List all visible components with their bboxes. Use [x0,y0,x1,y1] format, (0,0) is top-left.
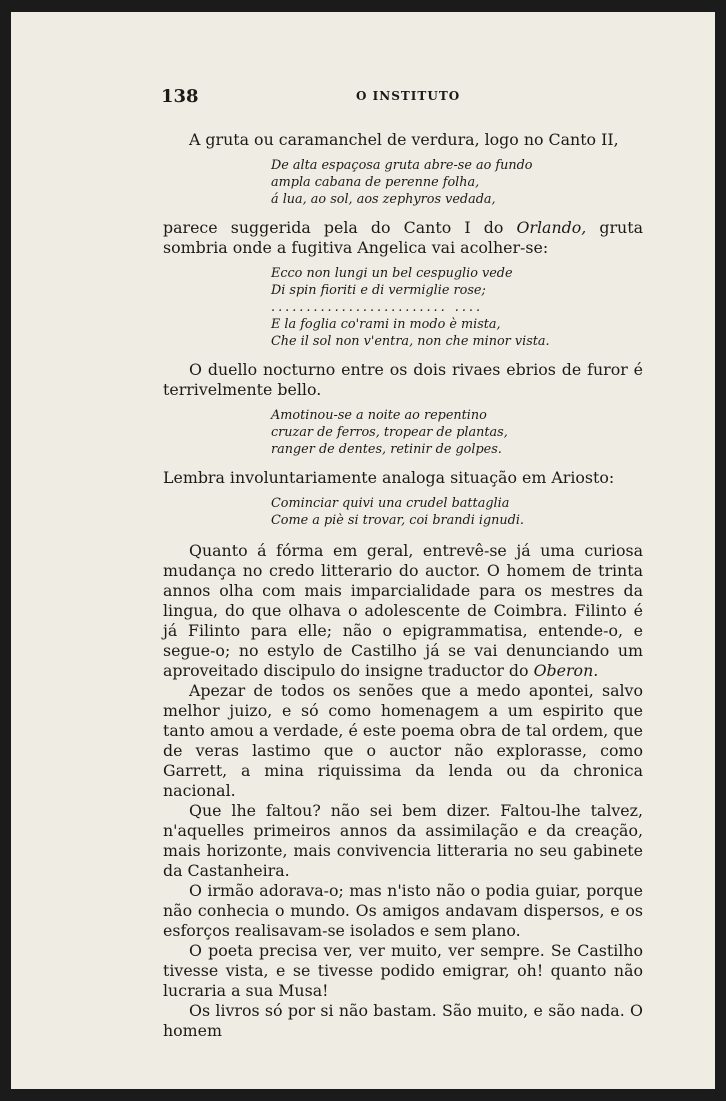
running-title: O INSTITUTO [356,89,461,103]
paragraph-5 [163,541,643,681]
verse-quote-3 [163,407,643,458]
paragraph-3: O duello nocturno entre os dois rivaes ebrios de furor é terrivelmente bello. [163,360,643,399]
book-page [11,12,715,1089]
verse-line: cruzar de ferros, tropear de plantas, [271,425,508,440]
work-title-orlando: Orlando, [516,218,587,237]
paragraph-9: O poeta precisa ver, ver muito, ver sempre. Se Castilho tivesse vista, e se tivesse podido emigrar, oh! quanto não lucraria a sua Musa! [163,941,643,1000]
paragraph-5-text: Quanto á fórma em geral, entrevê-se já uma curiosa mudança no credo litterario do auctor. O homem de trinta annos olha com mais imparcialidade para os mestres da lingua, do que olhava o adolescente de Coimbra. Filinto é já Filinto para elle; não o epigrammatisa, entende-o, e segue-o; no estylo de Castilho já se vai denunciando um aproveitado discipulo do insigne traductor do [163,541,643,680]
work-title-oberon: Oberon. [533,661,599,680]
paragraph-6: Apezar de todos os senões que a medo apontei, salvo melhor juizo, e só como homenagem a um espirito que tanto amou a verdade, é este poema obra de tal ordem, que de veras lastimo que o auctor não explorasse, como Garrett, a mina riquissima da lenda ou da chronica nacional. [163,681,643,800]
paragraph-7: Que lhe faltou? não sei bem dizer. Faltou-lhe talvez, n'aquelles primeiros annos da assimilação e da creação, mais horizonte, mais convivencia litteraria no seu gabinete da Castanheira. [163,801,643,880]
verse-quote-4 [163,495,643,529]
paragraph-10: Os livros só por si não bastam. São muito, e são nada. O homem [163,1001,643,1040]
verse-line: Come a piè si trovar, coi brandi ignudi. [271,513,524,528]
page-body [163,130,643,1041]
paragraph-2 [163,218,643,258]
verse-line: E la foglia co'rami in modo è mista, [271,317,501,332]
paragraph-2-text-a: parece suggerida pela do Canto I do [163,218,517,237]
verse-quote-1 [163,157,643,208]
paragraph-1: A gruta ou caramanchel de verdura, logo no Canto II, [189,130,619,149]
verse-quote-2 [163,265,643,350]
verse-line: Di spin fioriti e di vermiglie rose; [271,283,486,298]
page-header [161,86,641,108]
verse-line: Ecco non lungi un bel cespuglio vede [271,266,513,281]
verse-line: ampla cabana de perenne folha, [271,175,480,190]
page-number: 138 [161,86,199,107]
verse-ellipsis: ......................... .... [271,300,484,315]
verse-line: Amotinou-se a noite ao repentino [271,408,487,423]
verse-line: De alta espaçosa gruta abre-se ao fundo [271,158,533,173]
paragraph-4: Lembra involuntariamente analoga situação em Ariosto: [163,468,615,487]
paragraph-8: O irmão adorava-o; mas n'isto não o podia guiar, porque não conhecia o mundo. Os amigos andavam dispersos, e os esforços realisavam-se isolados e sem plano. [163,881,643,940]
verse-line: á lua, ao sol, aos zephyros vedada, [271,192,496,207]
verse-line: Cominciar quivi una crudel battaglia [271,496,510,511]
verse-line: Che il sol non v'entra, non che minor vista. [271,334,550,349]
paragraph-2-text-b: gruta sombria onde a fugitiva Angelica vai acolher-se: [163,218,643,257]
verse-line: ranger de dentes, retinir de golpes. [271,442,502,457]
